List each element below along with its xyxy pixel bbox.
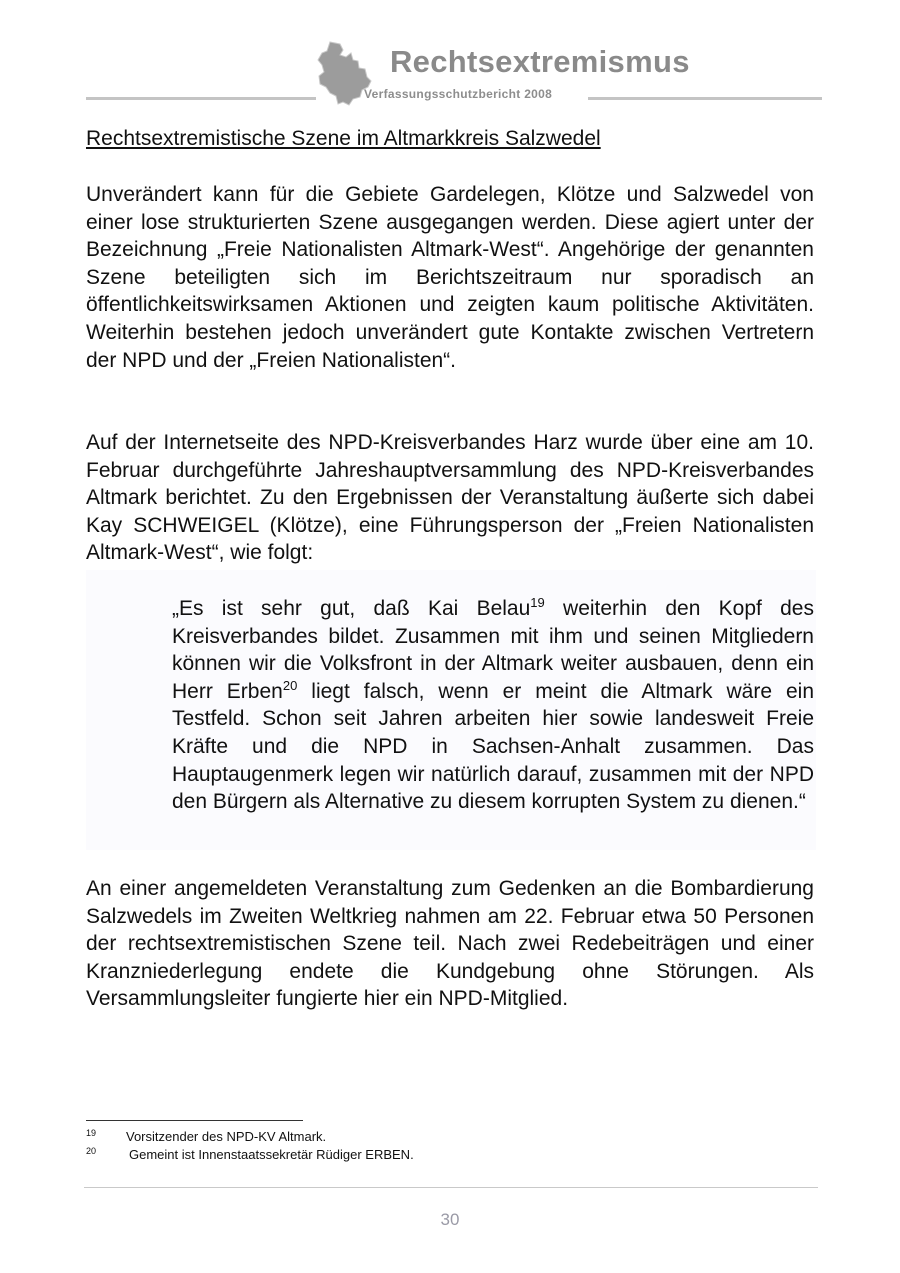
footnote-text: Gemeint ist Innenstaatssekretär Rüdiger ERBEN. — [129, 1147, 414, 1162]
footnote-number: 19 — [86, 1128, 97, 1138]
quote-text-3: liegt falsch, wenn er meint die Altmark wäre ein Testfeld. Schon seit Jahren arbeiten hier sowie landesweit Freie Kräfte und die NPD in Sachsen-Anhalt zusammen. Das Hauptaugenmerk legen wir natürlich darauf, zusammen mit der NPD den Bürgern als Alternative zu diesem korrupten System zu dienen.“ — [172, 679, 814, 814]
quote-text-1: „Es ist sehr gut, daß Kai Belau — [172, 597, 531, 620]
footnote-number: 20 — [86, 1146, 97, 1156]
quote-text-2: weiterhin den Kopf des Kreisverbandes bildet. Zusammen mit ihm und seinen Mitgliedern können wir die Volksfront in der Altmark weiter ausbauen, denn ein Herr Erben — [172, 597, 814, 703]
footnote-ref-20: 20 — [282, 677, 298, 693]
footnote-separator — [86, 1120, 303, 1121]
page-header — [0, 0, 900, 110]
header-rule-right — [588, 97, 822, 100]
footnote-text: Vorsitzender des NPD-KV Altmark. — [126, 1129, 327, 1144]
section-title: Rechtsextremistische Szene im Altmarkkreis Salzwedel — [86, 127, 601, 150]
page-number: 30 — [440, 1210, 460, 1229]
footer-rule — [84, 1187, 818, 1188]
paragraph-1: Unverändert kann für die Gebiete Gardelegen, Klötze und Salzwedel von einer lose strukturierten Szene ausgegangen werden. Diese agiert unter der Bezeichnung „Freie Nationalisten Altmark-West“. Angehörige der genannten Szene beteiligten sich im Berichtszeitraum nur sporadisch an öffentlichkeitswirksamen Aktionen und zeigten kaum politische Aktivitäten. Weiterhin bestehen jedoch unverändert gute Kontakte zwischen Vertretern der NPD und der „Freien Nationalisten“. — [86, 183, 814, 372]
brand-subtitle: Verfassungsschutzbericht 2008 — [364, 87, 553, 101]
brand-title: Rechtsextremismus — [390, 44, 690, 79]
block-quote — [172, 595, 814, 816]
paragraph-3: An einer angemeldeten Veranstaltung zum Gedenken an die Bombardierung Salzwedels im Zweiten Weltkrieg nahmen am 22. Februar etwa 50 Personen der rechtsextremistischen Szene teil. Nach zwei Redebeiträgen und einer Kranzniederlegung endete die Kundgebung ohne Störungen. Als Versammlungsleiter fungierte hier ein NPD-Mitglied. — [86, 877, 814, 1011]
paragraph-2: Auf der Internetseite des NPD-Kreisverbandes Harz wurde über eine am 10. Februar durchgeführte Jahreshauptversammlung des NPD-Kreisverbandes Altmark berichtet. Zu den Ergebnissen der Veranstaltung äußerte sich dabei Kay SCHWEIGEL (Klötze), eine Führungsperson der „Freien Nationalisten Altmark-West“, wie folgt: — [86, 431, 814, 565]
header-rule-left — [86, 97, 316, 100]
footnote-ref-19: 19 — [530, 595, 545, 610]
